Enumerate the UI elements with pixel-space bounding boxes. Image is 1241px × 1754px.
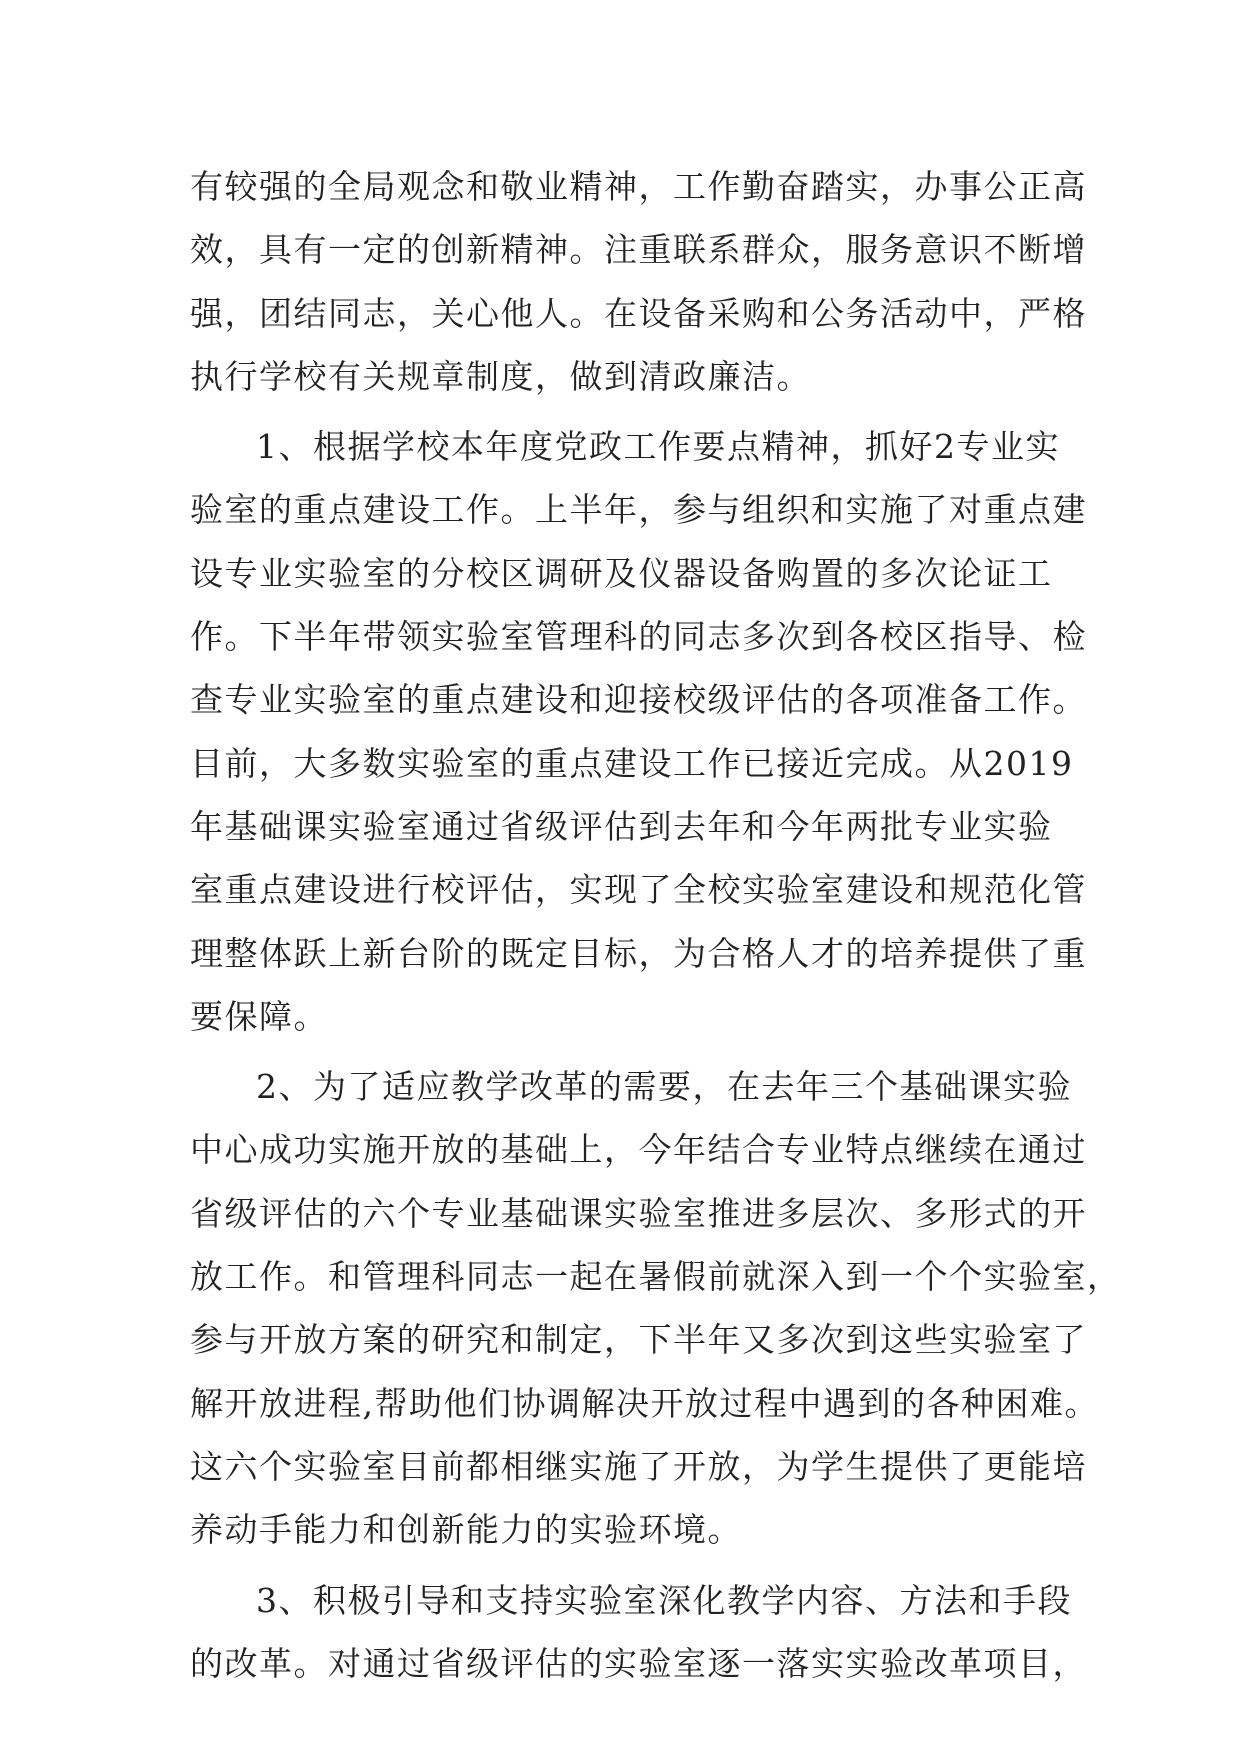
text-line: 参与开放方案的研究和制定，下半年又多次到这些实验室了 [190, 1320, 1087, 1360]
text-line: 查专业实验室的重点建设和迎接校级评估的各项准备工作。 [190, 680, 1087, 720]
text-line: 目前，大多数实验室的重点建设工作已接近完成。从2019 [190, 743, 1074, 783]
text-line: 有较强的全局观念和敬业精神，工作勤奋踏实，办事公正高 [190, 167, 1087, 206]
text-line: 解开放进程,帮助他们协调解决开放过程中遇到的各种困难。 [190, 1383, 1099, 1423]
text-line: 强，团结同志，关心他人。在设备采购和公务活动中，严格 [190, 293, 1087, 333]
text-line: 设专业实验室的分校区调研及仪器设备购置的多次论证工 [190, 553, 1053, 593]
text-line: 理整体跃上新台阶的既定目标，为合格人才的培养提供了重 [190, 933, 1087, 973]
paragraph-2-first-line: 2、为了适应教学改革的需要，在去年三个基础课实验 [256, 1067, 1072, 1107]
text-line: 执行学校有关规章制度，做到清政廉洁。 [190, 356, 811, 396]
text-line: 要保障。 [190, 996, 328, 1036]
text-line: 作。下半年带领实验室管理科的同志多次到各校区指导、检 [190, 617, 1087, 657]
text-line: 放工作。和管理科同志一起在暑假前就深入到一个个实验室， [190, 1257, 1122, 1297]
text-line: 验室的重点建设工作。上半年，参与组织和实施了对重点建 [190, 490, 1087, 530]
text-line: 年基础课实验室通过省级评估到去年和今年两批专业实验 [190, 806, 1053, 846]
text-line: 省级评估的六个专业基础课实验室推进多层次、多形式的开 [190, 1193, 1087, 1233]
text-line: 这六个实验室目前都相继实施了开放，为学生提供了更能培 [190, 1446, 1087, 1486]
text-line: 中心成功实施开放的基础上，今年结合专业特点继续在通过 [190, 1130, 1087, 1170]
text-line: 养动手能力和创新能力的实验环境。 [190, 1510, 742, 1550]
text-line: 室重点建设进行校评估，实现了全校实验室建设和规范化管 [190, 870, 1087, 910]
document-body [190, 155, 1122, 1695]
text-line: 的改革。对通过省级评估的实验室逐一落实实验改革项目， [190, 1643, 1087, 1683]
paragraph-1-first-line: 1、根据学校本年度党政工作要点精神，抓好2专业实 [256, 427, 1060, 467]
text-line: 效，具有一定的创新精神。注重联系群众，服务意识不断增 [190, 230, 1087, 270]
paragraph-3-first-line: 3、积极引导和支持实验室深化教学内容、方法和手段 [256, 1580, 1072, 1620]
